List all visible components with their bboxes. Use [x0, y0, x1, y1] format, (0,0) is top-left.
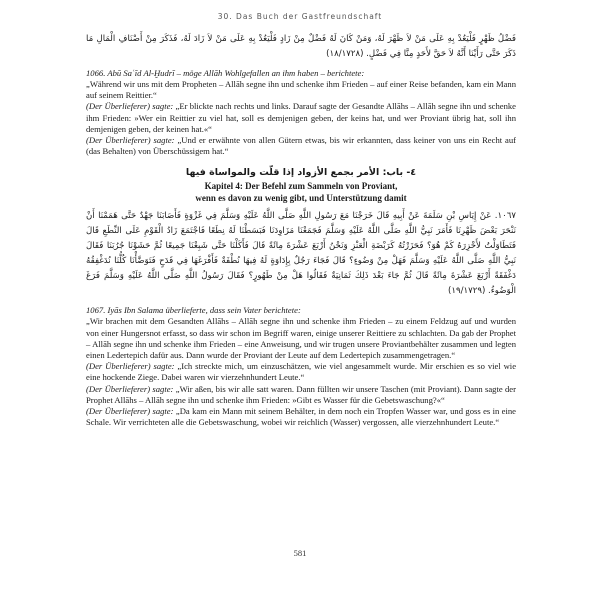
narrator-label: (Der Überlieferer) sagte:: [86, 361, 175, 372]
top-arabic-text: فَضْلُ ظَهْرٍ فَلْيَعُدْ بِهِ عَلَى مَنْ لاَ ظَهْرَ لَهُ، وَمَنْ كَانَ لَهُ فَضْلٌ مِنْ زَادٍ فَلْيَعُدْ بِهِ عَلَى مَنْ لاَ زَادَ لَهُ، فَذَكَرَ مِنْ أَصْنَافِ الْمَالِ مَا ذَكَرَ حَتَّى رَأَيْنَا أَنَّهُ لاَ حَقَّ لأَحَدٍ مِنَّا فِي فَضْلٍ. (١٨/١٧٢٨): [86, 34, 516, 59]
narrator-label: (Der Überlieferer) sagte:: [86, 383, 174, 394]
paragraph-text: „Und er erwähnte von allen Gütern etwas, bis wir erkannten, dass keiner von uns ein Recht auf (das Behalten) von Überschüssigem hat.“: [86, 135, 517, 157]
paragraph-text: „Ich streckte mich, um einzuschätzen, wie viel angesammelt wurde. Mir erschien es so viel wie eine hockende Ziege. Dabei waren wir vierzehnhundert Leute.“: [86, 361, 517, 383]
paragraph-text: „Wir aßen, bis wir alle satt waren. Dann füllten wir unsere Taschen (mit Proviant). Dann sagte der Prophet Allāhs – Allāh segne ihn und schenke ihm Frieden: »Gibt es Wasser für die Gebetswaschung?«“: [86, 383, 516, 405]
hadith-1067-paragraph-1: „Wir brachen mit dem Gesandten Allāhs – Allāh segne ihn und schenke ihm Frieden – zu einem Feldzug auf und wurden von einer Hungersnot erfasst, so dass wir schon im Begriff waren, einige unserer Reittiere zu schlachten. Da gab der Prophet – Allāh segne ihn und schenke ihm Frieden – eine Anweisung, und wir trugen unsere Proviantbehälter zusammen und legten einen Ledertepich dafür aus. Dann wurde der Proviant der Leute auf dem Ledertepich zusammengetragen.“: [86, 316, 516, 361]
narrator-label: (Der Überlieferer) sagte:: [86, 101, 174, 112]
running-header: 30. Das Buch der Gastfreundschaft: [217, 12, 383, 21]
page-content: [86, 32, 516, 428]
narrator-label: (Der Überlieferer) sagte:: [86, 406, 174, 417]
paragraph-text: „Da kam ein Mann mit seinem Behälter, in dem noch ein Tropfen Wasser war, und goss es in eine Schale. Wir verrichteten alle die Gebetswaschung, wobei wir reichlich (Wasser) vergossen, alle vierzehnhundert Leute.“: [86, 406, 516, 428]
paragraph-text: „Er blickte nach rechts und links. Darauf sagte der Gesandte Allāhs – Allāh segne ihn und schenke ihm Frieden: »Wer ein Reittier zu viel hat, soll es demjenigen geben, der keins hat, und wer Proviant übrig hat, soll ihn demjenigen geben, der keinen hat.«“: [86, 101, 516, 134]
chapter-title-line-2: wenn es davon zu wenig gibt, und Unterstützung damit: [195, 192, 407, 203]
hadith-1066-paragraph-2: [86, 101, 516, 135]
chapter-title-arabic: ٤- باب: الأمر بجمع الأزواد إذا قلّت والمواساة فيها: [185, 167, 417, 179]
chapter-title-line-1: Kapitel 4: Der Befehl zum Sammeln von Proviant,: [204, 181, 398, 192]
hadith-1067-paragraph-2: [86, 361, 516, 383]
hadith-1067-heading: 1067. Iyās Ibn Salama überlieferte, dass sein Vater berichtete:: [86, 305, 301, 316]
chapter-title-german: [86, 181, 516, 204]
hadith-1066-heading: 1066. Abū Saʿīd Al-Ḫudrī – möge Allāh Wohlgefallen an ihm haben – berichtete:: [86, 68, 365, 78]
hadith-1067-paragraph-4: [86, 406, 516, 428]
page-number: 581: [293, 548, 307, 558]
hadith-1066-paragraph-1: „Während wir uns mit dem Propheten – Allāh segne ihn und schenke ihm Frieden – auf einer Reise befanden, kam ein Mann auf seinem Reittier.“: [86, 79, 516, 101]
hadith-1067-arabic-text: ١٠٦٧. عَنْ إِيَاسِ بْنِ سَلَمَةَ عَنْ أَبِيهِ قَالَ خَرَجْنَا مَعَ رَسُولِ اللَّهِ صَلَّى اللَّهُ عَلَيْهِ وَسَلَّمَ فِي غَزْوَةٍ فَأَصَابَنَا جَهْدٌ حَتَّى هَمَمْنَا أَنْ نَنْحَرَ بَعْضَ ظَهْرِنَا فَأَمَرَ نَبِيُّ اللَّهِ صَلَّى اللَّهُ عَلَيْهِ وَسَلَّمَ فَجَمَعْنَا مَزَاوِدَنَا فَبَسَطْنَا لَهُ نِطَعًا فَاجْتَمَعَ زَادُ الْقَوْمِ عَلَى النِّطَعِ قَالَ فَتَطَاوَلْتُ لأَحْزِرَهُ كَمْ هُوَ؟ فَحَزَرْتُهُ كَرَبْضَةِ الْعَنْزِ وَنَحْنُ أَرْبَعَ عَشْرَةَ مِائَةً قَالَ فَأَكَلْنَا حَتَّى شَبِعْنَا جَمِيعًا ثُمَّ حَشَوْنَا جُرُبَنَا فَقَالَ نَبِيُّ اللَّهِ صَلَّى اللَّهُ عَلَيْهِ وَسَلَّمَ فَهَلْ مِنْ وَضُوءٍ؟ قَالَ فَجَاءَ رَجُلٌ بِإِدَاوَةٍ لَهُ فِيهَا نُطْفَةٌ فَأَفْرَغَهَا فِي قَدَحٍ فَتَوَضَّأْنَا كُلُّنَا نُدَغْفِقُهُ دَغْفَقَةً أَرْبَعَ عَشْرَةَ مِائَةً قَالَ ثُمَّ جَاءَ بَعْدَ ذَلِكَ ثَمَانِيَةٌ فَقَالُوا هَلْ مِنْ طَهُورٍ؟ فَقَالَ رَسُولُ اللَّهِ صَلَّى اللَّهُ عَلَيْهِ وَسَلَّمَ فَرَغَ الْوَضُوءُ. (١٩/١٧٢٩): [86, 211, 516, 297]
hadith-1066-paragraph-3: [86, 135, 516, 157]
narrator-label: (Der Überlieferer) sagte:: [86, 135, 175, 146]
hadith-1067-paragraph-3: [86, 384, 516, 406]
